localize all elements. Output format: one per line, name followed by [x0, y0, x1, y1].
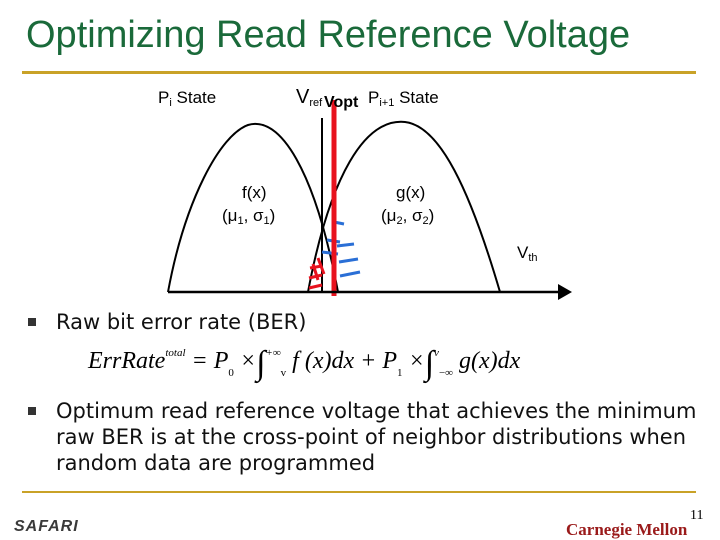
vref-label: $V_{ref}$ [296, 86, 323, 109]
f-function-label: f(x) [242, 183, 267, 202]
bullet-optimum: Optimum read reference voltage that achieves the minimum raw BER is at the cross-point of neighbor distributions when random data are programmed [56, 399, 697, 475]
safari-logo: SAFARI [14, 518, 79, 535]
footer-rule [22, 491, 696, 493]
g-function-label: g(x) [396, 183, 426, 202]
bullet-marker-1 [28, 318, 36, 326]
vopt-label: Vopt [324, 94, 359, 111]
carnegie-mellon-logo: Carnegie Mellon [566, 520, 688, 539]
slide-title: Optimizing Read Reference Voltage [26, 14, 631, 56]
pi1-state-label: $P_{i+1}$ State [368, 88, 439, 109]
vth-axis-arrowhead [558, 284, 572, 300]
vth-label: $V_{th}$ [517, 243, 538, 264]
f-params-label: ($\mu_1$, $\sigma_1$) [222, 206, 276, 227]
bullet-ber: Raw bit error rate (BER) [56, 310, 307, 334]
pi-state-label: $P_i$ State [158, 88, 217, 109]
error-ticks-blue [322, 222, 360, 276]
bullet-marker-2 [28, 407, 36, 415]
page-number: 11 [690, 508, 704, 523]
g-params-label: ($\mu_2$, $\sigma_2$) [381, 206, 435, 227]
error-rate-equation: ErrRate$^{total}$ = $P_0 \times\int^{+\infty}_v$ f $(x)dx + P_1 \times\int^v_{-\infty}$ g(x)dx [88, 345, 521, 382]
